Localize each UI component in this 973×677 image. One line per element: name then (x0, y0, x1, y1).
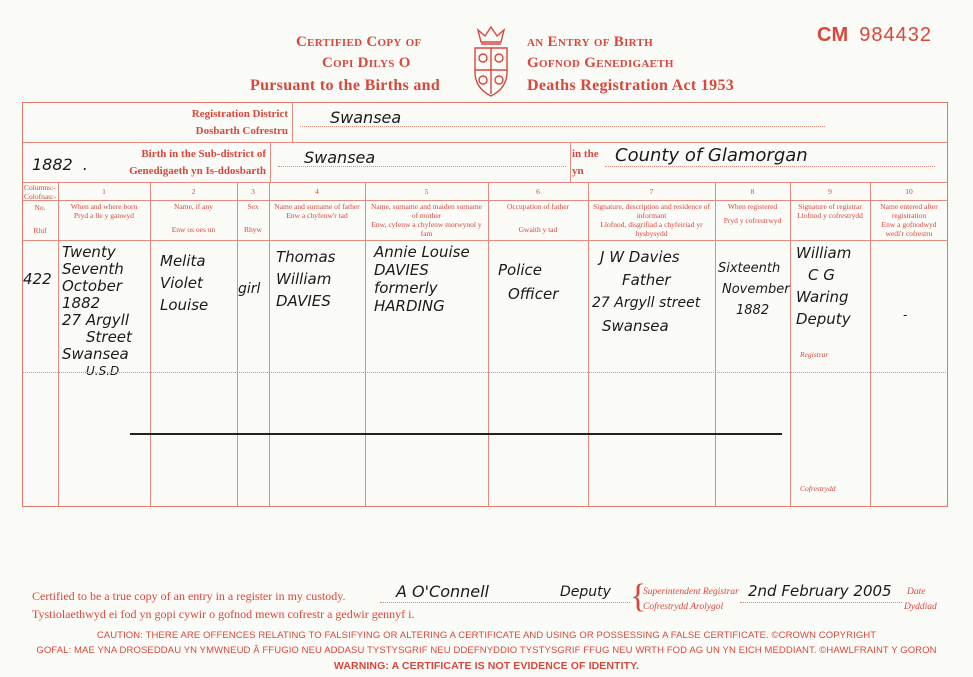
supt-registrar-en: Superintendent Registrar (643, 587, 739, 597)
dotted-line (278, 166, 566, 167)
deputy-signature: Deputy (560, 584, 611, 600)
handwritten-line: Louise (160, 296, 209, 314)
cancellation-line (130, 433, 782, 435)
columns-label (24, 183, 58, 201)
handwritten-line: 1882 (736, 303, 770, 318)
certified-statement-cy: Tystiolaethwyd ei fod yn gopi cywir o gofnod mewn cofrestr a gedwir gennyf i. (32, 607, 415, 621)
label-box-rule (570, 142, 571, 182)
column-rule (790, 182, 791, 507)
handwritten-line: Melita (160, 252, 206, 270)
handwritten-line: DAVIES (276, 292, 331, 310)
column-header-cy: Enw, cyfenw a chyfenw morwynol y fam (371, 220, 482, 238)
dotted-line (740, 602, 902, 603)
handwritten-line: 27 Argyll street (592, 295, 701, 311)
cm-number: 984432 (859, 24, 932, 46)
certificate-number (817, 24, 932, 47)
entry-registered (718, 258, 790, 321)
column-rule (150, 182, 151, 507)
columns-label-en: Columns:- (24, 183, 56, 192)
column-rule (488, 182, 489, 507)
column-header-cy: Pryd a lle y ganwyd (74, 211, 134, 220)
handwritten-line: formerly (374, 279, 438, 297)
no-header (22, 203, 58, 235)
label-box-rule (292, 102, 293, 142)
column-header-cy: Pryd y cofrestrwyd (723, 216, 782, 225)
column-header-en: Name, surname and maiden surname of mother (370, 202, 482, 220)
subdistrict-value: Swansea (304, 148, 376, 167)
column-header-en: When and where born (70, 202, 138, 211)
supt-registrar-cy: Cofrestrydd Arolygol (643, 602, 724, 612)
entry-when-where (62, 244, 132, 380)
column-number: 1 (102, 187, 106, 196)
warning: WARNING: A CERTIFICATE IS NOT EVIDENCE OF IDENTITY. (333, 660, 640, 672)
year-value: 1882 (32, 155, 73, 174)
dotted-line (22, 372, 948, 373)
column-header-en: Name and surname of father (274, 202, 360, 211)
column-header-en: When registered (727, 202, 778, 211)
entry-informant (592, 246, 700, 338)
registrar-label-en: Registrar (800, 350, 829, 359)
handwritten-line: Street (86, 328, 132, 346)
column-header (590, 202, 713, 238)
handwritten-line: Deputy (796, 310, 851, 328)
column-header (152, 202, 235, 234)
dotted-line (380, 602, 630, 603)
column-header-cy: Rhyw (244, 225, 262, 234)
entry-father (276, 246, 335, 312)
date-label-cy: Dyddiad (904, 602, 937, 612)
column-rule (870, 182, 871, 507)
handwritten-line: William (796, 244, 852, 262)
columns-label-cy: Colofnau:- (24, 192, 57, 201)
county-value: County of Glamorgan (615, 145, 808, 166)
column-number: 7 (649, 187, 654, 196)
column-number: 4 (315, 187, 319, 196)
dotted-line (300, 126, 825, 127)
handwritten-line: Violet (160, 274, 203, 292)
entry-number: 422 (23, 270, 52, 288)
handwritten-line: U.S.D (86, 364, 120, 378)
brace: { (630, 578, 647, 615)
column-number: 2 (191, 187, 196, 196)
entry-mother (374, 243, 470, 315)
handwritten-line: Police (498, 261, 543, 279)
title-right-line2: Gofnod Genedigaeth (527, 55, 674, 71)
entry-after-registration: - (903, 308, 908, 322)
caution-en: CAUTION: THERE ARE OFFENCES RELATING TO FALSIFYING OR ALTERING A CERTIFICATE AND USING OR POSSESSING A FALSE CERTIFICATE. ©CROWN COPYRIGHT (96, 630, 877, 641)
column-header (367, 202, 486, 238)
column-header-en: Signature, description and residence of informant (593, 202, 710, 220)
cm-prefix: CM (817, 24, 849, 46)
column-number: 6 (536, 187, 540, 196)
column-header (238, 202, 268, 234)
entry-registrar (796, 242, 851, 330)
entry-occupation (498, 258, 558, 306)
column-header-cy: Llofnod y cofrestrydd (797, 211, 863, 220)
handwritten-line: William (276, 270, 332, 288)
column-header-en: Name, if any (174, 202, 213, 211)
column-rule (269, 182, 270, 507)
title-left-line2: Copi Dilys O (322, 55, 411, 71)
column-header-cy: Enw a chyfenw'r tad (286, 211, 348, 220)
divider (22, 200, 948, 201)
district-value: Swansea (330, 108, 402, 127)
column-header (60, 202, 148, 220)
date-label-en: Date (907, 587, 926, 597)
column-header (271, 202, 363, 220)
column-header-cy: Enw os oes un (171, 225, 216, 234)
subdistrict-label-en: Birth in the Sub-district of (141, 148, 266, 160)
dotted-line (605, 166, 935, 167)
column-header-en: Signature of registrar (798, 202, 862, 211)
certified-statement-en: Certified to be a true copy of an entry in a register in my custody. (32, 589, 346, 603)
column-header-en: Occupation of father (506, 202, 570, 211)
divider (22, 182, 948, 183)
column-header-en: Name entered after registration (880, 202, 938, 220)
district-label-cy: Dosbarth Cofrestru (195, 125, 288, 137)
date-value: 2nd February 2005 (748, 582, 892, 600)
handwritten-line: 27 Argyll (62, 311, 130, 329)
label-box-rule (270, 142, 271, 182)
entry-sex: girl (238, 281, 261, 297)
subdistrict-label-cy: Genedigaeth yn Is-ddosbarth (129, 165, 266, 177)
column-number: 8 (750, 187, 755, 196)
handwritten-line: Twenty (62, 243, 116, 261)
no-header-en: No. (34, 203, 46, 212)
handwritten-line: DAVIES (374, 261, 429, 279)
column-rule (58, 182, 59, 507)
handwritten-line: November (722, 282, 790, 297)
handwritten-line: 1882 (62, 294, 101, 312)
column-rule (365, 182, 366, 507)
handwritten-line: Annie Louise (374, 243, 470, 261)
divider (22, 240, 948, 241)
handwritten-line: Officer (508, 285, 559, 303)
handwritten-line: C G (808, 266, 835, 284)
column-header-cy: Enw a gofnodwyd wedi'r cofrestru (881, 220, 937, 238)
handwritten-line: Sixteenth (718, 261, 781, 276)
district-label-en: Registration District (191, 108, 288, 120)
handwritten-line: Swansea (602, 317, 669, 335)
column-number: 3 (251, 187, 255, 196)
handwritten-line: Swansea (62, 345, 129, 363)
title-left-line3: Pursuant to the Births and (250, 77, 441, 94)
column-header-cy: Gwaith y tad (518, 225, 558, 234)
handwritten-line: HARDING (374, 297, 445, 315)
handwritten-line: Thomas (276, 248, 336, 266)
registrar-label-cy: Cofrestrydd (800, 484, 836, 493)
signature: A O'Connell (396, 582, 489, 601)
column-header-en: Sex (247, 202, 259, 211)
column-rule (588, 182, 589, 507)
handwritten-line: October (62, 277, 123, 295)
in-the-en: in the (572, 148, 599, 160)
column-number: 9 (828, 187, 832, 196)
column-rule (715, 182, 716, 507)
handwritten-line: Father (622, 271, 671, 289)
in-the-cy: yn (572, 165, 584, 177)
column-number: 5 (424, 187, 429, 196)
no-header-cy: Rhif (33, 226, 47, 235)
column-header (872, 202, 946, 238)
title-left-line1: Certified Copy of (296, 34, 422, 50)
handwritten-line: J W Davies (600, 248, 680, 266)
column-header (792, 202, 868, 220)
divider (22, 142, 948, 143)
column-number: 10 (905, 187, 913, 196)
column-header-cy: Llofnod, disgrifiad a chyfeiriad yr hysbysydd (600, 220, 703, 238)
caution-cy: GOFAL: MAE YNA DROSEDDAU YN YMWNEUD Â FFUGIO NEU ADDASU TYSTYSGRIF NEU DDEFNYDDIO TYSTYSGRIF FFUG NEU WRTH FOD AG UN YN EICH MEDDIANT. ©HAWLFRAINT Y GORON (36, 645, 937, 656)
column-header (490, 202, 586, 234)
title-right-line3: Deaths Registration Act 1953 (527, 77, 735, 94)
year: 1882 . (32, 155, 88, 174)
column-header (717, 202, 788, 225)
handwritten-line: Seventh (62, 260, 124, 278)
royal-crest-icon (466, 24, 516, 100)
entry-name (160, 250, 208, 316)
title-right-line1: an Entry of Birth (527, 34, 654, 50)
handwritten-line: Waring (796, 288, 849, 306)
